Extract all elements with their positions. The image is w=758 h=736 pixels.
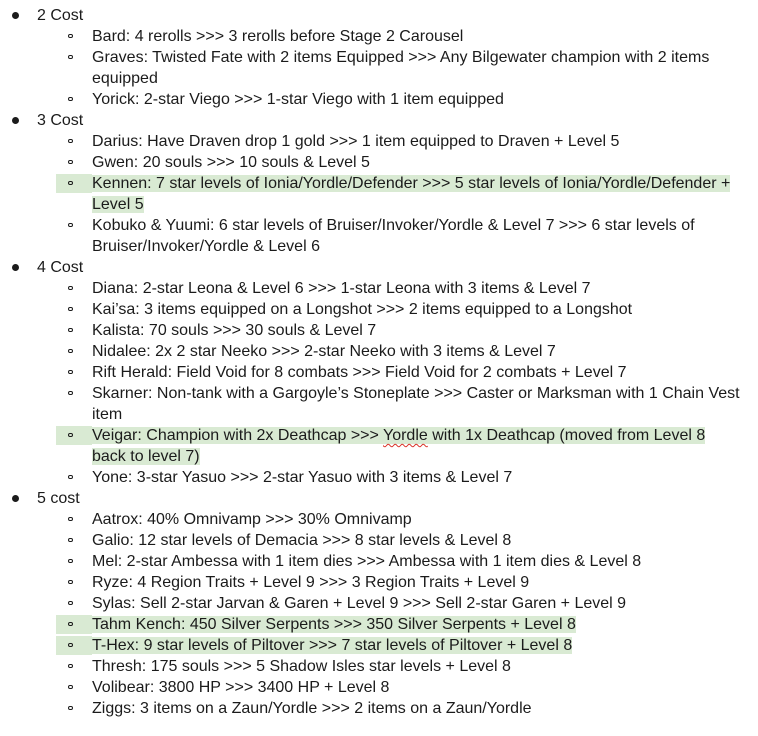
change-item-text[interactable]: Sylas: Sell 2-star Jarvan & Garen + Level 9 >>> Sell 2-star Garen + Level 9 bbox=[92, 595, 627, 612]
change-item-row bbox=[0, 299, 743, 320]
change-item-text[interactable]: Kalista: 70 souls >>> 30 souls & Level 7 bbox=[92, 322, 377, 339]
bullet-hollow-icon bbox=[56, 468, 92, 487]
cost-heading-row bbox=[0, 488, 758, 509]
cost-heading-text[interactable]: 5 cost bbox=[37, 490, 80, 507]
change-item-row bbox=[0, 26, 743, 47]
change-item-row bbox=[0, 530, 743, 551]
change-item-row bbox=[0, 362, 743, 383]
change-item-row bbox=[0, 635, 743, 656]
change-item-text[interactable]: Bard: 4 rerolls >>> 3 rerolls before Stage 2 Carousel bbox=[92, 28, 464, 45]
change-item-row bbox=[0, 698, 743, 719]
bullet-filled-icon bbox=[12, 12, 19, 19]
change-item-text[interactable]: Skarner: Non-tank with a Gargoyle’s Stoneplate >>> Caster or Marksman with 1 Chain Vest item bbox=[92, 385, 740, 423]
bullet-filled-icon bbox=[12, 264, 19, 271]
bullet-hollow-icon bbox=[56, 594, 92, 613]
change-item-text[interactable]: Yorick: 2-star Viego >>> 1-star Viego with 1 item equipped bbox=[92, 91, 504, 108]
change-item-row bbox=[0, 215, 743, 257]
bullet-hollow-icon bbox=[56, 699, 92, 718]
change-item-row bbox=[0, 173, 743, 215]
text-segment[interactable]: Veigar: Champion with 2x Deathcap >>> bbox=[92, 427, 383, 444]
change-item-row bbox=[0, 47, 743, 89]
bullet-hollow-icon bbox=[56, 552, 92, 571]
change-item-text[interactable]: Graves: Twisted Fate with 2 items Equipped >>> Any Bilgewater champion with 2 items equipped bbox=[92, 49, 710, 87]
bullet-hollow-icon bbox=[56, 132, 92, 151]
change-item-text[interactable]: Thresh: 175 souls >>> 5 Shadow Isles star levels + Level 8 bbox=[92, 658, 511, 675]
change-item-row bbox=[0, 152, 743, 173]
change-item-text[interactable]: Diana: 2-star Leona & Level 6 >>> 1-star Leona with 3 items & Level 7 bbox=[92, 280, 591, 297]
cost-heading-row bbox=[0, 257, 758, 278]
bullet-hollow-icon bbox=[56, 573, 92, 592]
cost-section-items bbox=[0, 26, 758, 110]
change-item-row bbox=[0, 509, 743, 530]
bullet-hollow-icon bbox=[56, 615, 92, 634]
change-item-text[interactable]: T-Hex: 9 star levels of Piltover >>> 7 star levels of Piltover + Level 8 bbox=[92, 637, 573, 654]
change-item-text[interactable]: Kai’sa: 3 items equipped on a Longshot >>> 2 items equipped to a Longshot bbox=[92, 301, 633, 318]
bullet-hollow-icon bbox=[56, 363, 92, 382]
bullet-hollow-icon bbox=[56, 321, 92, 340]
cost-section bbox=[0, 5, 758, 110]
change-item-row bbox=[0, 593, 743, 614]
bullet-filled-icon bbox=[12, 495, 19, 502]
change-item-text[interactable]: Rift Herald: Field Void for 8 combats >>> Field Void for 2 combats + Level 7 bbox=[92, 364, 627, 381]
change-item-row bbox=[0, 572, 743, 593]
bullet-hollow-icon bbox=[56, 48, 92, 67]
change-item-text[interactable]: Ryze: 4 Region Traits + Level 9 >>> 3 Region Traits + Level 9 bbox=[92, 574, 530, 591]
bullet-hollow-icon bbox=[56, 342, 92, 361]
bullet-hollow-icon bbox=[56, 279, 92, 298]
change-item-text[interactable]: Kennen: 7 star levels of Ionia/Yordle/Defender >>> 5 star levels of Ionia/Yordle/Defender + Level 5 bbox=[92, 175, 731, 213]
change-item-text[interactable] bbox=[92, 427, 705, 465]
cost-section bbox=[0, 257, 758, 488]
change-item-row bbox=[0, 656, 743, 677]
bullet-hollow-icon bbox=[56, 384, 92, 403]
bullet-hollow-icon bbox=[56, 90, 92, 109]
change-item-row bbox=[0, 551, 743, 572]
cost-section-items bbox=[0, 131, 758, 257]
change-item-text[interactable]: Galio: 12 star levels of Demacia >>> 8 star levels & Level 8 bbox=[92, 532, 512, 549]
cost-section-items bbox=[0, 278, 758, 488]
cost-section-items bbox=[0, 509, 758, 719]
change-item-text[interactable]: Nidalee: 2x 2 star Neeko >>> 2-star Neeko with 3 items & Level 7 bbox=[92, 343, 556, 360]
text-segment[interactable]: with 1x Deathcap (moved from Level 8 back to level 7) bbox=[92, 427, 706, 465]
bullet-hollow-icon bbox=[56, 174, 92, 193]
change-item-text[interactable]: Tahm Kench: 450 Silver Serpents >>> 350 Silver Serpents + Level 8 bbox=[92, 616, 576, 633]
bullet-filled-icon bbox=[12, 117, 19, 124]
change-item-row bbox=[0, 467, 743, 488]
change-item-row bbox=[0, 425, 743, 467]
change-item-row bbox=[0, 131, 743, 152]
cost-section bbox=[0, 110, 758, 257]
change-item-row bbox=[0, 320, 743, 341]
change-item-text[interactable]: Aatrox: 40% Omnivamp >>> 30% Omnivamp bbox=[92, 511, 412, 528]
cost-heading-text[interactable]: 4 Cost bbox=[37, 259, 84, 276]
cost-heading-text[interactable]: 2 Cost bbox=[37, 7, 84, 24]
cost-section bbox=[0, 488, 758, 719]
change-item-text[interactable]: Yone: 3-star Yasuo >>> 2-star Yasuo with 3 items & Level 7 bbox=[92, 469, 513, 486]
cost-heading-text[interactable]: 3 Cost bbox=[37, 112, 84, 129]
bullet-hollow-icon bbox=[56, 636, 92, 655]
change-item-row bbox=[0, 278, 743, 299]
bullet-hollow-icon bbox=[56, 426, 92, 445]
bullet-hollow-icon bbox=[56, 531, 92, 550]
change-item-row bbox=[0, 614, 743, 635]
change-item-text[interactable]: Mel: 2-star Ambessa with 1 item dies >>> Ambessa with 1 item dies & Level 8 bbox=[92, 553, 642, 570]
change-item-text[interactable]: Volibear: 3800 HP >>> 3400 HP + Level 8 bbox=[92, 679, 390, 696]
bullet-hollow-icon bbox=[56, 657, 92, 676]
bullet-hollow-icon bbox=[56, 678, 92, 697]
cost-heading-row bbox=[0, 5, 758, 26]
bullet-hollow-icon bbox=[56, 27, 92, 46]
bullet-hollow-icon bbox=[56, 300, 92, 319]
misspelled-word[interactable]: Yordle bbox=[383, 427, 428, 444]
change-item-row bbox=[0, 341, 743, 362]
bullet-hollow-icon bbox=[56, 510, 92, 529]
change-item-row bbox=[0, 677, 743, 698]
change-item-text[interactable]: Kobuko & Yuumi: 6 star levels of Bruiser/Invoker/Yordle & Level 7 >>> 6 star levels of Bruiser/Invoker/Yordle & Level 6 bbox=[92, 217, 695, 255]
change-item-row bbox=[0, 383, 743, 425]
cost-heading-row bbox=[0, 110, 758, 131]
change-item-text[interactable]: Gwen: 20 souls >>> 10 souls & Level 5 bbox=[92, 154, 370, 171]
bullet-hollow-icon bbox=[56, 216, 92, 235]
change-item-text[interactable]: Darius: Have Draven drop 1 gold >>> 1 item equipped to Draven + Level 5 bbox=[92, 133, 620, 150]
change-item-text[interactable]: Ziggs: 3 items on a Zaun/Yordle >>> 2 items on a Zaun/Yordle bbox=[92, 700, 532, 717]
bullet-hollow-icon bbox=[56, 153, 92, 172]
change-item-row bbox=[0, 89, 743, 110]
